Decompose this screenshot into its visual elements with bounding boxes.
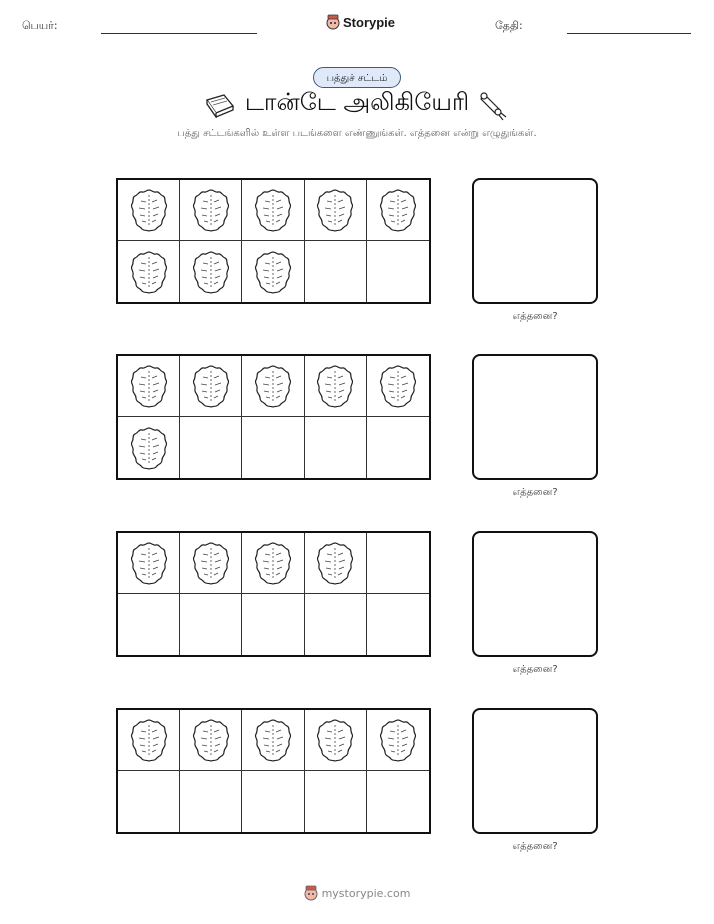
ten-frame-cell (180, 594, 242, 655)
ten-frame-cell (118, 771, 180, 832)
storypie-mascot-icon (304, 885, 318, 901)
answer-box[interactable] (472, 708, 598, 834)
footer-url: mystorypie.com (321, 886, 411, 900)
ten-frame-cell (180, 417, 242, 478)
ten-frame (116, 531, 431, 657)
ten-frame-cell (118, 417, 180, 478)
leather-hide-icon (253, 717, 293, 763)
ten-frame-cell (180, 180, 242, 241)
ten-frame-cell (180, 771, 242, 832)
instructions: பத்து சட்டங்களில் உள்ள படங்களை எண்ணுங்கள். எத்தனை என்று எழுதுங்கள். (177, 128, 537, 139)
ten-frame-cell (242, 241, 304, 302)
ten-frame-cell (118, 594, 180, 655)
page-title: டான்டே அலிகியேரி (244, 88, 470, 116)
ten-frame (116, 708, 431, 834)
ten-frame-cell (367, 710, 429, 771)
storypie-logo (326, 14, 395, 30)
answer-box[interactable] (472, 531, 598, 657)
leather-hide-icon (378, 717, 418, 763)
ten-frame (116, 354, 431, 480)
ten-frame-cell (305, 356, 367, 417)
ten-frame-cell (180, 356, 242, 417)
how-many-label: எத்தனை? (512, 311, 558, 322)
leather-hide-icon (191, 540, 231, 586)
footer (0, 885, 714, 901)
ten-frame-cell (367, 594, 429, 655)
ten-frame-cell (242, 417, 304, 478)
name-line[interactable] (101, 33, 257, 34)
leather-hide-icon (253, 540, 293, 586)
how-many-label: எத்தனை? (512, 487, 558, 498)
ten-frame-cell (180, 241, 242, 302)
ten-frame-cell (305, 710, 367, 771)
ten-frame-cell (242, 594, 304, 655)
name-label: பெயர்: (22, 19, 58, 32)
ten-frame-cell (305, 241, 367, 302)
leather-hide-icon (191, 717, 231, 763)
ten-frame-cell (242, 356, 304, 417)
ten-frame-cell (305, 417, 367, 478)
leather-hide-icon (191, 249, 231, 295)
ten-frame-cell (305, 533, 367, 594)
leather-hide-icon (315, 363, 355, 409)
ten-frame-cell (367, 356, 429, 417)
date-line[interactable] (567, 33, 691, 34)
leather-hide-icon (191, 187, 231, 233)
ten-frame-cell (367, 533, 429, 594)
answer-box[interactable] (472, 178, 598, 304)
leather-hide-icon (129, 540, 169, 586)
ten-frame-cell (305, 180, 367, 241)
ten-frame-cell (118, 241, 180, 302)
storypie-mascot-icon (326, 14, 340, 30)
scroll-icon (479, 91, 507, 121)
leather-hide-icon (253, 363, 293, 409)
date-label: தேதி: (495, 19, 523, 32)
ten-frame-cell (118, 356, 180, 417)
ten-frame-cell (305, 771, 367, 832)
leather-hide-icon (129, 363, 169, 409)
ten-frame-cell (367, 417, 429, 478)
how-many-label: எத்தனை? (512, 841, 558, 852)
answer-box[interactable] (472, 354, 598, 480)
leather-hide-icon (253, 249, 293, 295)
logo-text: Storypie (343, 14, 396, 30)
leather-hide-icon (129, 717, 169, 763)
ten-frame-cell (180, 533, 242, 594)
leather-hide-icon (315, 540, 355, 586)
ten-frame-cell (242, 180, 304, 241)
ten-frame-cell (305, 594, 367, 655)
leather-hide-icon (129, 249, 169, 295)
ten-frame-cell (367, 241, 429, 302)
ten-frame-cell (118, 180, 180, 241)
ten-frame-cell (180, 710, 242, 771)
ten-frame-cell (118, 533, 180, 594)
leather-hide-icon (129, 425, 169, 471)
leather-hide-icon (378, 187, 418, 233)
leather-hide-icon (129, 187, 169, 233)
leather-hide-icon (191, 363, 231, 409)
leather-hide-icon (253, 187, 293, 233)
ten-frame-cell (242, 771, 304, 832)
ten-frame-cell (118, 710, 180, 771)
how-many-label: எத்தனை? (512, 664, 558, 675)
ten-frame-cell (242, 710, 304, 771)
leather-hide-icon (315, 187, 355, 233)
ten-frame (116, 178, 431, 304)
category-badge: பத்துச் சட்டம் (313, 67, 401, 88)
ten-frame-cell (242, 533, 304, 594)
leather-hide-icon (315, 717, 355, 763)
ten-frame-cell (367, 180, 429, 241)
leather-hide-icon (378, 363, 418, 409)
ten-frame-cell (367, 771, 429, 832)
